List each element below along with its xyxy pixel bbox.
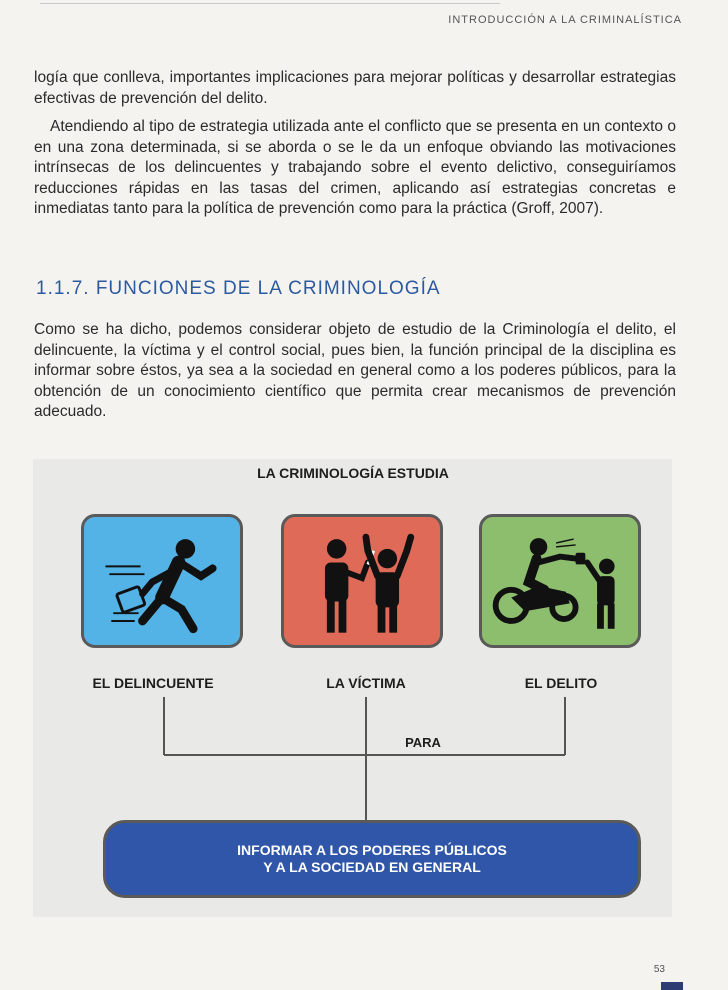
label-crime: EL DELITO xyxy=(524,675,598,691)
label-victim: LA VÍCTIMA xyxy=(326,675,406,691)
inform-banner xyxy=(103,820,641,898)
banner-line-1: INFORMAR A LOS PODERES PÚBLICOS xyxy=(237,842,507,858)
criminology-diagram xyxy=(33,459,672,917)
label-delinquent: EL DELINCUENTE xyxy=(92,675,214,691)
banner-line-2: Y A LA SOCIEDAD EN GENERAL xyxy=(263,859,481,875)
running-header: INTRODUCCIÓN A LA CRIMINALÍSTICA xyxy=(448,14,682,26)
page-corner-tab xyxy=(661,982,683,990)
connector-label: PARA xyxy=(405,735,441,750)
paragraph-continuation: logía que conlleva, importantes implicaciones para mejorar políticas y desarrollar estrategias efectivas de prevención del delito. xyxy=(34,69,676,107)
page-number: 53 xyxy=(653,964,665,975)
section-heading: 1.1.7. FUNCIONES DE LA CRIMINOLOGÍA xyxy=(36,278,441,299)
paragraph-strategy: Atendiendo al tipo de estrategia utilizada ante el conflicto que se presenta en un contexto o en una zona determinada, si se aborda o se le da un enfoque obviando las motivaciones intrínsecas de los delincuentes y trabajando sobre el evento delictivo, conseguiríamos reducciones rápidas en las tasas del crimen, aplicando así estrategias concretas e inmediatas tanto para la política de prevención como para la práctica (Groff, 2007). xyxy=(34,118,676,217)
paragraph-functions: Como se ha dicho, podemos considerar objeto de estudio de la Criminología el delito, el delincuente, la víctima y el control social, pues bien, la función principal de la disciplina es informar sobre éstos, ya sea a la sociedad en general como a los poderes públicos, para la obtención de un conocimiento científico que permita crear mecanismos de prevención adecuado. xyxy=(34,321,676,420)
header-rule xyxy=(40,3,500,4)
diagram-title: LA CRIMINOLOGÍA ESTUDIA xyxy=(257,465,449,481)
